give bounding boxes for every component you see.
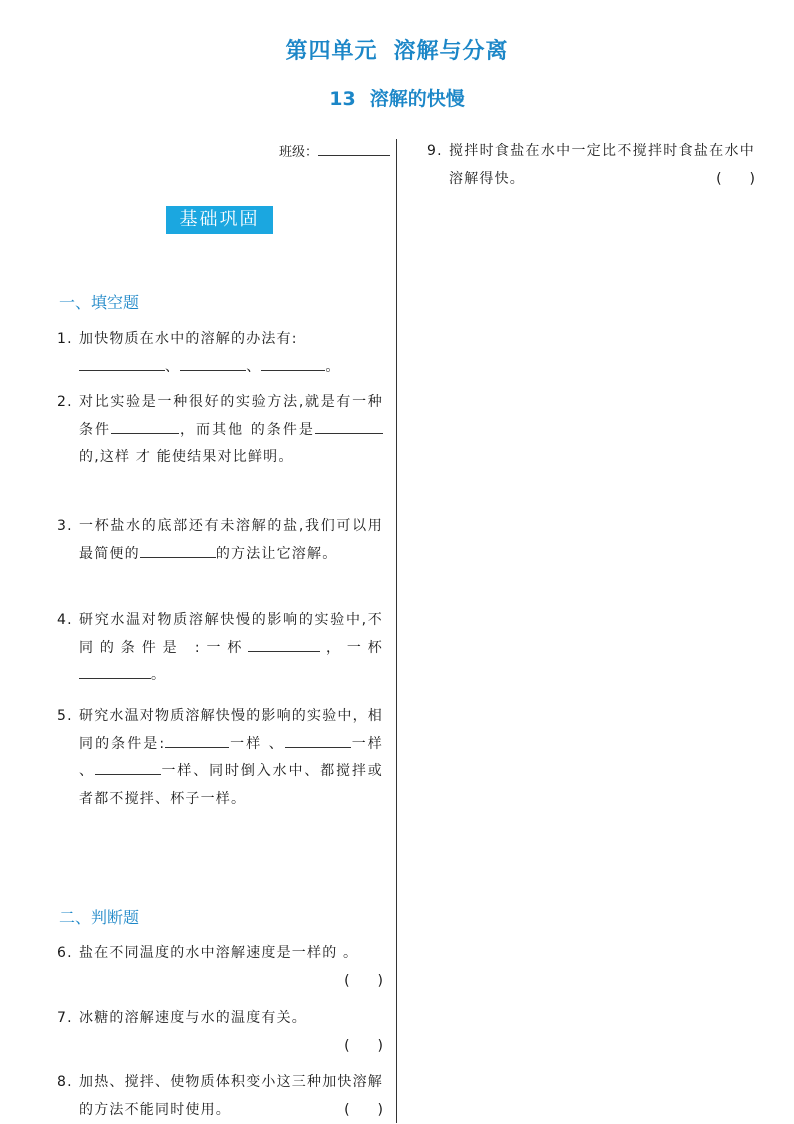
answer-parentheses[interactable]: ( ) [344,1097,383,1124]
question-2 [57,389,383,472]
answer-blank[interactable] [315,419,383,434]
question-number: 8. [57,1069,73,1097]
unit-title [0,34,794,65]
answer-blank[interactable] [261,356,325,371]
separator: 、 [246,359,261,375]
question-text: 加快物质在水中的溶解的办法有: [79,331,298,347]
lesson-title [0,84,794,111]
question-5 [57,703,383,813]
question-text: 一样 、 [229,736,285,752]
section-judge-heading: 二、判断题 [59,905,139,928]
answer-blank[interactable] [79,664,151,679]
answer-blank[interactable] [140,543,216,558]
lesson-number: 13 [329,88,355,110]
question-text: 的方法让它溶解。 [216,546,338,562]
question-number: 9. [427,138,443,166]
question-text: 的,这样 才 能使结果对比鲜明。 [79,449,294,465]
question-3 [57,513,383,568]
class-label: 班级： [279,145,318,160]
question-text: ，而其他 的条件是 [179,422,315,438]
question-text: 研究水温对物质溶解快慢的影响的实验中,不同的条件是 :一杯 [79,612,383,656]
question-text: 一样、同时倒入水中、都搅拌或者都不搅拌、杯子一样。 [79,763,383,807]
answer-blank[interactable] [111,419,179,434]
answer-blank[interactable] [248,637,320,652]
question-number: 2. [57,389,73,417]
question-9 [427,138,755,193]
question-number: 3. [57,513,73,541]
question-6 [57,940,383,995]
class-field [279,141,390,160]
question-text: 对比实验是一种很好的实验方法,就是有一种条件 [79,394,383,438]
answer-blank[interactable] [79,356,165,371]
question-1 [57,326,383,381]
question-number: 5. [57,703,73,731]
question-number: 1. [57,326,73,354]
answer-parentheses[interactable]: ( ) [716,166,755,194]
question-text: 盐在不同温度的水中溶解速度是一样的 。 [79,945,358,961]
question-number: 4. [57,607,73,635]
question-text: 一样 、 [79,736,383,780]
answer-blank[interactable] [180,356,246,371]
question-text: 加热、搅拌、使物质体积变小这三种加快溶解的方法不能同时使用。 [79,1074,383,1118]
question-text: ，一杯 [320,640,383,656]
question-text: 冰糖的溶解速度与水的温度有关。 [79,1010,307,1026]
question-number: 6. [57,940,73,968]
unit-name: 溶解与分离 [394,39,509,64]
answer-parentheses[interactable]: ( ) [344,1038,383,1054]
question-text: 研究水温对物质溶解快慢的影响的实验中，相同的条件是: [79,708,383,752]
section-badge: 基础巩固 [166,206,273,234]
question-text: 。 [151,667,166,683]
lesson-name: 溶解的快慢 [370,88,465,110]
section-fill-heading: 一、填空题 [59,290,139,313]
class-blank[interactable] [318,141,390,156]
question-text: 一杯盐水的底部还有未溶解的盐,我们可以用最简便的 [79,518,383,562]
answer-blank[interactable] [285,733,351,748]
question-number: 7. [57,1005,73,1033]
question-4 [57,607,383,690]
unit-number: 第四单元 [285,39,377,64]
separator: 。 [325,359,340,375]
answer-parentheses[interactable]: ( ) [344,968,383,996]
column-divider [396,139,397,1123]
question-8 [57,1069,383,1124]
answer-blank[interactable] [165,733,229,748]
question-text: 搅拌时食盐在水中一定比不搅拌时食盐在水中溶解得快。 [449,143,755,187]
answer-blank[interactable] [95,760,161,775]
question-7 [57,1005,383,1060]
separator: 、 [165,359,180,375]
